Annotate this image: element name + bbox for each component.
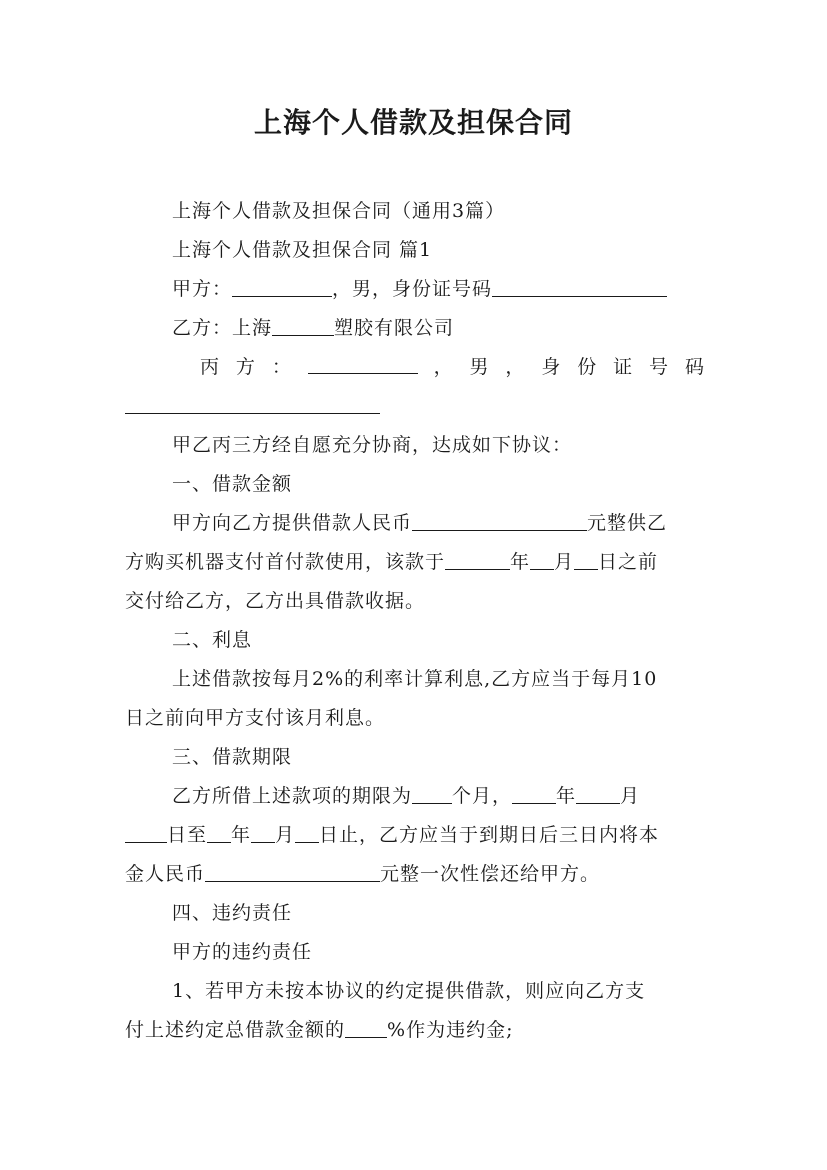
months-blank [412,784,452,804]
s4-line-2 [125,1017,705,1043]
penalty-percent-blank [345,1018,387,1038]
s2-line-1: 上述借款按每月2%的利率计算利息,乙方应当于每月10 [172,668,658,690]
start-year-blank [512,784,556,804]
party-c-id-blank [125,394,380,414]
party-c-char: ： [271,356,292,378]
party-b-company: 塑胶有限公司 [334,317,455,339]
party-c-char: 丙 [200,356,221,378]
s4-subheading: 甲方的违约责任 [172,941,313,963]
s1-text: 年 [510,551,531,573]
s2-line-2: 日之前向甲方支付该月利息。 [125,707,386,729]
section-1-heading: 一、借款金额 [172,473,293,495]
s3-text: 月 [275,824,296,846]
party-c-name-blank [308,354,418,374]
party-c-line [200,354,705,380]
s1-line-2 [125,549,705,575]
party-c-char: 证 [613,356,634,378]
s1-text: 方购买机器支付首付款使用，该款于 [125,551,446,573]
party-a-id-blank [492,277,667,297]
intro-text: 甲乙丙三方经自愿充分协商，达成如下协议： [172,434,573,456]
s3-text: 个月， [452,785,513,807]
section-title: 上海个人借款及担保合同 篇1 [172,239,433,261]
section-4-heading: 四、违约责任 [172,902,293,924]
party-b-blank [272,316,334,336]
start-day-blank [125,823,167,843]
party-a-line [172,276,705,302]
s3-text: 金人民币 [125,863,206,885]
s3-line-1 [172,783,705,809]
party-c-char: 号 [649,356,670,378]
section-2-heading: 二、利息 [172,629,253,651]
day-blank [574,550,598,570]
s1-text: 月 [554,551,575,573]
party-c-char: 男 [469,356,490,378]
party-c-char: 码 [684,356,705,378]
s3-text: 乙方所借上述款项的期限为 [172,785,413,807]
end-month-blank [251,823,275,843]
s1-text: 日之前 [598,551,659,573]
party-a-name-blank [232,277,332,297]
party-c-char: ， [505,356,526,378]
s3-line-2 [125,822,705,848]
s3-text: 日止，乙方应当于到期日后三日内将本 [319,824,660,846]
s4-line-1: 1、若甲方未按本协议的约定提供借款，则应向乙方支 [172,980,646,1002]
s3-text: 年 [231,824,252,846]
s4-text: %作为违约金; [387,1019,514,1041]
s4-text: 付上述约定总借款金额的 [125,1019,346,1041]
s3-text: 日至 [167,824,208,846]
end-day-blank [295,823,319,843]
s1-line-3: 交付给乙方，乙方出具借款收据。 [125,590,426,612]
subtitle: 上海个人借款及担保合同（通用3篇） [172,200,506,222]
s3-text: 月 [620,785,641,807]
s1-text: 甲方向乙方提供借款人民币 [172,512,413,534]
party-c-char: 份 [577,356,598,378]
s3-text: 元整一次性偿还给甲方。 [380,863,601,885]
party-b-line [172,315,705,341]
document-title: 上海个人借款及担保合同 [253,106,573,139]
party-a-gender: ，男，身份证号码 [332,278,493,300]
s3-line-3 [125,861,705,887]
party-c-char: 方 [235,356,256,378]
amount-blank [412,511,587,531]
start-month-blank [576,784,620,804]
party-c-id-line [125,393,705,419]
party-b-label: 乙方：上海 [172,317,273,339]
end-year-blank [207,823,231,843]
party-c-char: 身 [541,356,562,378]
party-c-char: ， [433,356,454,378]
year-blank [445,550,510,570]
s1-text: 元整供乙 [587,512,668,534]
repay-amount-blank [205,862,380,882]
party-a-label: 甲方： [172,278,233,300]
s1-line-1 [172,510,705,536]
month-blank [530,550,554,570]
section-3-heading: 三、借款期限 [172,746,293,768]
s3-text: 年 [556,785,577,807]
